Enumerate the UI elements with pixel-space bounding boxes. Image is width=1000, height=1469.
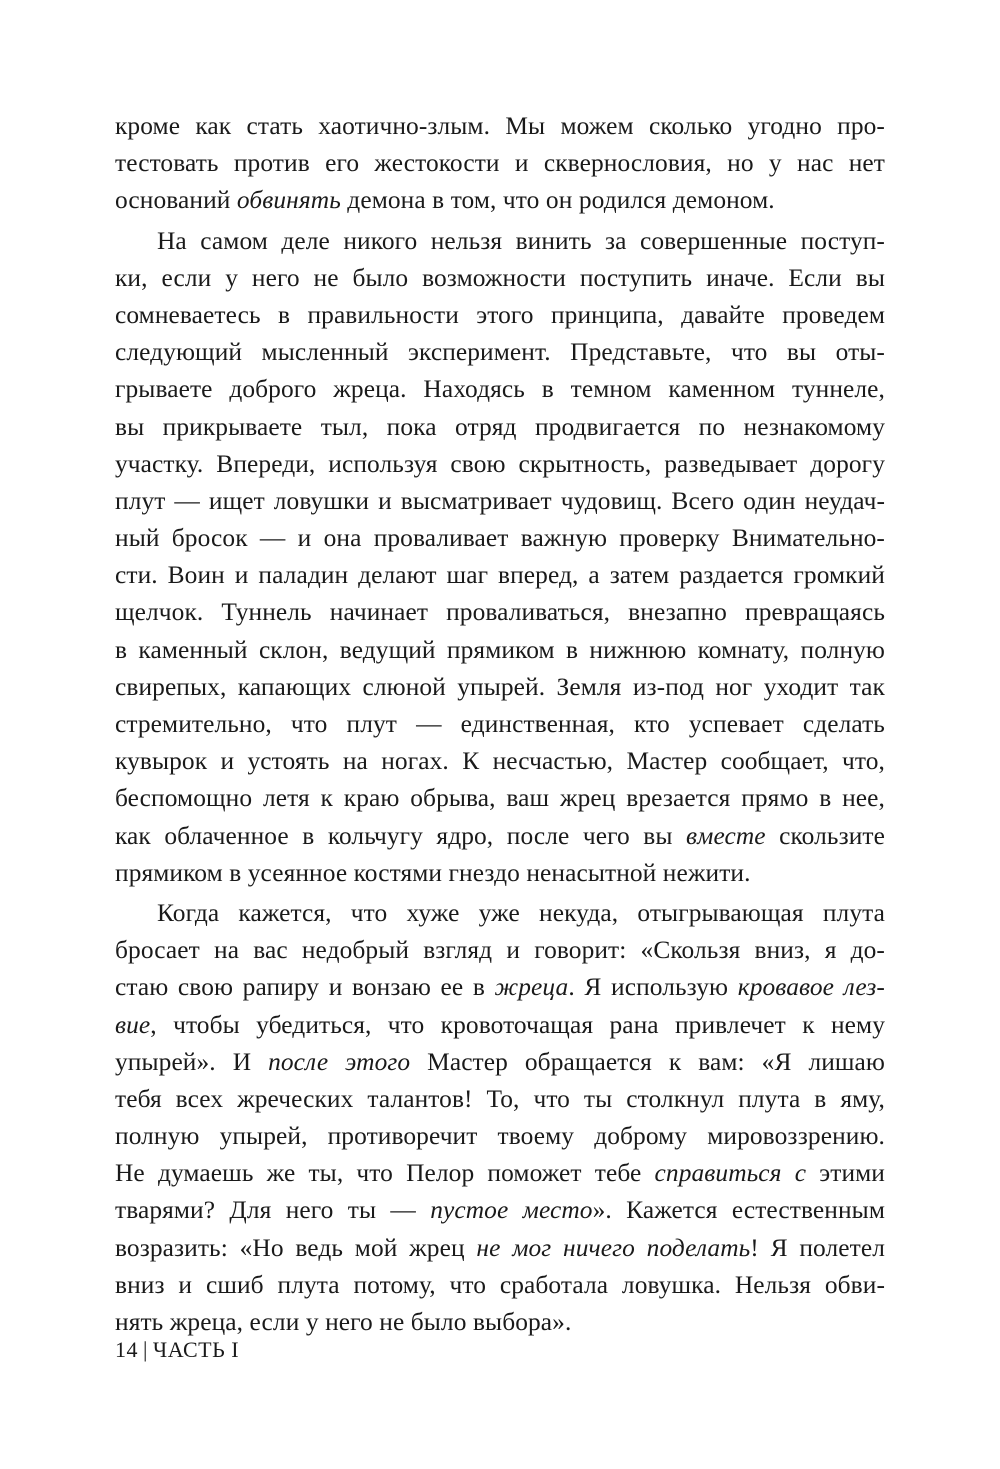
text-line: беспомощно летя к краю обрыва, ваш жрец врезается прямо в нее,: [115, 784, 885, 813]
text-line: стремительно, что плут — единственная, кто успевает сделать: [115, 710, 885, 738]
emphasis: вие: [115, 1010, 151, 1039]
text-line: ный бросок — и она проваливает важную проверку Внимательно-: [115, 524, 885, 553]
text-line: прямиком в усеянное костями гнездо ненасытной нежити.: [115, 858, 751, 887]
text-line: тестовать против его жестокости и сквернословия, но у нас нет: [115, 149, 885, 178]
body-text: [115, 108, 885, 1341]
text-line: возразить: «Но ведь мой жрец не мог ничего поделать! Я полетел: [115, 1233, 885, 1262]
text-line: На самом деле никого нельзя винить за совершенные поступ-: [157, 226, 885, 255]
text-line: вниз и сшиб плута потому, что сработала ловушка. Нельзя обви-: [115, 1270, 885, 1299]
emphasis: не мог ничего поделать: [476, 1233, 751, 1262]
text-line: сти. Воин и паладин делают шаг вперед, а затем раздается громкий: [115, 561, 885, 590]
page-footer: [115, 1337, 239, 1363]
emphasis: жреца: [494, 973, 569, 1002]
emphasis: вместе: [686, 821, 766, 850]
text-line: как облаченное в кольчугу ядро, после чего вы вместе скользите: [115, 821, 885, 850]
text-line: бросает на вас недобрый взгляд и говорит: «Скользя вниз, я до-: [115, 936, 885, 965]
emphasis: пустое место: [430, 1196, 593, 1225]
paragraph-1: [115, 108, 885, 220]
text-line: тебя всех жреческих талантов! То, что ты столкнул плута в яму,: [115, 1084, 885, 1113]
text-line: грываете доброго жреца. Находясь в темном каменном туннеле,: [115, 375, 885, 404]
text-line: нять жреца, если у него не было выбора».: [115, 1308, 572, 1336]
text-line: вы прикрываете тыл, пока отряд продвигается по незнакомому: [115, 412, 885, 441]
emphasis: справиться с: [654, 1159, 807, 1188]
text-line: щелчок. Туннель начинает проваливаться, внезапно превращаясь: [115, 598, 885, 627]
text-line: ки, если у него не было возможности поступить иначе. Если вы: [115, 263, 885, 292]
footer-separator: |: [143, 1337, 148, 1362]
page-number: 14: [115, 1337, 138, 1362]
text-line: вие, чтобы убедиться, что кровоточащая рана привлечет к нему: [115, 1010, 885, 1039]
emphasis: обвинять: [236, 186, 341, 215]
text-line: в каменный склон, ведущий прямиком в нижнюю комнату, полную: [115, 635, 885, 664]
text-line: Не думаешь же ты, что Пелор поможет тебе справиться с этими: [115, 1159, 885, 1188]
text-line: свирепых, капающих слюной упырей. Земля из-под ног уходит так: [115, 672, 885, 701]
section-title: ЧАСТЬ I: [152, 1337, 240, 1362]
text-line: участку. Впереди, используя свою скрытность, разведывает дорогу: [115, 449, 885, 478]
emphasis: кровавое лез-: [737, 973, 885, 1002]
text-line: тварями? Для него ты — пустое место». Кажется естественным: [115, 1196, 885, 1225]
emphasis: после этого: [268, 1047, 411, 1076]
text-line: Когда кажется, что хуже уже некуда, отыгрывающая плута: [157, 898, 885, 927]
text-line: следующий мысленный эксперимент. Представьте, что вы оты-: [115, 338, 885, 367]
text-line: полную упырей, противоречит твоему доброму мировоззрению.: [115, 1122, 885, 1151]
text-line: кувырок и устоять на ногах. К несчастью, Мастер сообщает, что,: [115, 747, 885, 776]
text-line: плут — ищет ловушки и высматривает чудовищ. Всего один неудач-: [115, 486, 885, 515]
text-line: упырей». И после этого Мастер обращается к вам: «Я лишаю: [115, 1047, 885, 1076]
text-line: стаю свою рапиру и вонзаю ее в жреца. Я использую кровавое лез-: [115, 973, 885, 1002]
text-line: кроме как стать хаотично-злым. Мы можем сколько угодно про-: [115, 112, 885, 140]
text-line: сомневаетесь в правильности этого принципа, давайте проведем: [115, 300, 885, 329]
paragraph-3: [115, 895, 885, 1341]
paragraph-2: [115, 223, 885, 892]
text-line: оснований обвинять демона в том, что он родился демоном.: [115, 186, 775, 215]
